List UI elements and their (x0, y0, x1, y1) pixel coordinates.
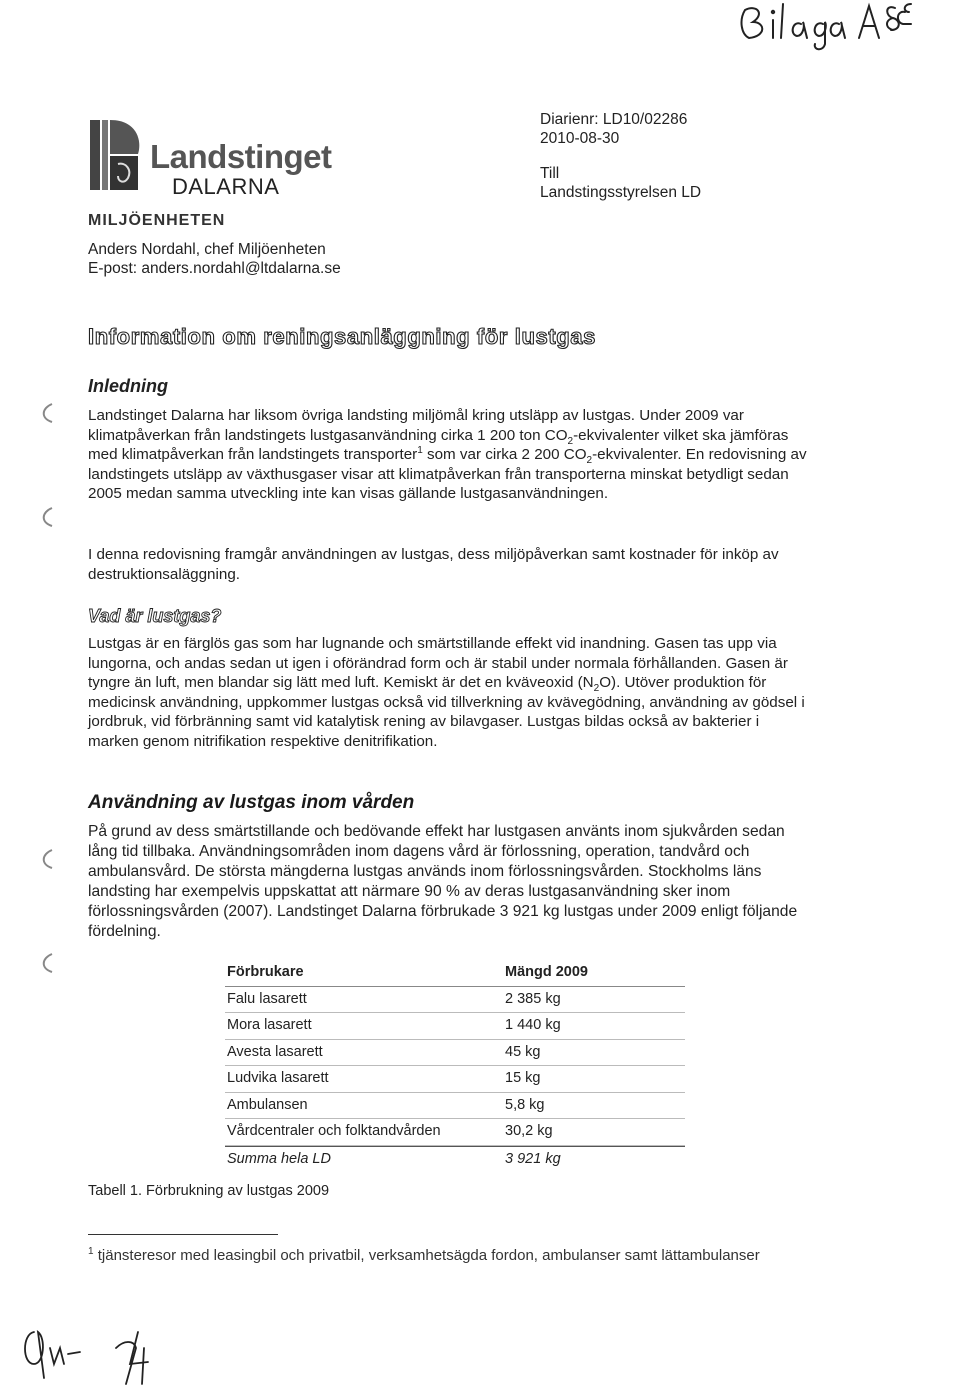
table-cell-consumer: Avesta lasarett (227, 1043, 323, 1060)
table-row (225, 1119, 685, 1146)
table-cell-consumer: Ambulansen (227, 1096, 308, 1113)
org-region: DALARNA (172, 174, 280, 199)
scan-mark-icon (38, 952, 54, 974)
table-cell-consumer: Falu lasarett (227, 990, 307, 1007)
table-row (225, 1040, 685, 1067)
table-cell-amount: 2 385 kg (505, 990, 561, 1007)
contact-block (88, 240, 341, 278)
recipient: Landstingsstyrelsen LD (540, 184, 702, 201)
column-header: Förbrukare (227, 964, 304, 980)
org-name: Landstinget (150, 138, 332, 175)
heading-vad-ar-lustgas: Vad är lustgas? (88, 606, 222, 626)
consumption-table (225, 960, 685, 1172)
table-cell-amount: 5,8 kg (505, 1096, 545, 1113)
department-name: MILJÖENHETEN (88, 212, 226, 229)
document-meta (540, 110, 701, 202)
paragraph-anvandning: På grund av dess smärtstillande och bedövande effekt har lustgasen använts inom sjukvården sedan lång tid tillbaka. Användningsområden inom dagens vård är förlossning, operation, tandvård och ambulansvård. De största mängderna lustgas används inom förlossningsvården. Stockholms läns landsting har exempelvis uppskattat att närmare 90 % av deras lustgasanvändning sker inom förlossningsvården (2007). Landstinget Dalarna förbrukade 3 921 kg lustgas under 2009 enligt följande fördelning. (88, 823, 798, 940)
table-row (225, 1066, 685, 1093)
table-cell-consumer: Mora lasarett (227, 1017, 312, 1033)
table-cell-consumer: Vårdcentraler och folktandvården (227, 1123, 441, 1139)
handwritten-signature (20, 1318, 180, 1388)
paragraph-vad-ar-lustgas: Lustgas är en färglös gas som har lugnande och smärtstillande effekt vid inandning. Gasen tas upp via lungorna, och andas sedan ut igen i oförändrad form och är stabil under normala förhållanden. Gasen är tyngre än luft, men blandar sig lätt med luft. Kemiskt är det en kväveoxid $(N_2O)$. Utöver produktion för medicinsk användning, uppkommer lustgas också vid tillverkning av kvävegödning, användning av gödsel i jordbruk, vid förbränning samt vid katalytisk rening av bilavgaser. Lustgas bildas också av bakterier i marken genom nitrifikation respektive denitrifikation. (88, 635, 805, 750)
table-total-row (225, 1146, 685, 1173)
heading-anvandning: Användning av lustgas inom vården (88, 792, 415, 813)
contact-email: E-post: anders.nordahl@ltdalarna.se (88, 260, 341, 277)
column-header: Mängd 2009 (505, 964, 588, 980)
table-cell-amount: 45 kg (505, 1043, 541, 1060)
table-row (225, 987, 685, 1014)
table-row (225, 1093, 685, 1120)
footnote (88, 1246, 788, 1265)
document-date: 2010-08-30 (540, 130, 620, 147)
table-cell-consumer: Ludvika lasarett (227, 1070, 329, 1086)
footnote-divider (88, 1234, 278, 1235)
table-cell-amount: 30,2 kg (505, 1123, 553, 1139)
scan-mark-icon (38, 402, 54, 424)
footnote-mark: 1 (88, 1246, 94, 1257)
table-cell-amount: 1 440 kg (505, 1017, 561, 1033)
recipient-label: Till (540, 165, 560, 182)
scan-mark-icon (38, 848, 54, 870)
paragraph-inledning-2: I denna redovisning framgår användningen av lustgas, dess miljöpåverkan samt kostnader för inköp av destruktionsaläggning. (88, 546, 779, 583)
heading-inledning: Inledning (88, 376, 168, 396)
table-caption: Tabell 1. Förbrukning av lustgas 2009 (88, 1183, 330, 1199)
table-row (225, 1013, 685, 1040)
table-header-row (225, 960, 685, 987)
paragraph-inledning-1: Landstinget Dalarna har liksom övriga landsting miljömål kring utsläpp av lustgas. Under 2009 var klimatpåverkan från landstingets lustgasanvändning cirka 1 200 ton $CO_2$-ekvivalenter vilket ska jämföras med klimatpåverkan från landstingets transporter$^1$ som var cirka 2 200 $CO_2$-ekvivalenter. En redovisning av landstingets utsläpp av växthusgaser visar att klimatpåverkan från transporterna minskat betydligt sedan 2005 medan samma utveckling inte kan visas gällande lustgasanvändningen. (88, 407, 807, 503)
table-total-amount: 3 921 kg (505, 1150, 561, 1167)
scan-mark-icon (38, 506, 54, 528)
table-cell-amount: 15 kg (505, 1070, 541, 1086)
landstinget-logo-icon (88, 118, 144, 192)
footnote-text: tjänsteresor med leasingbil och privatbil, verksamhetsägda fordon, ambulanser samt lättambulanser (97, 1247, 760, 1264)
diarienr: Diarienr: LD10/02286 (540, 111, 688, 128)
contact-name: Anders Nordahl, chef Miljöenheten (88, 241, 326, 258)
page-title: Information om reningsanläggning för lustgas (88, 324, 596, 349)
table-total-label: Summa hela LD (227, 1150, 331, 1167)
handwritten-stamp (735, 0, 915, 58)
